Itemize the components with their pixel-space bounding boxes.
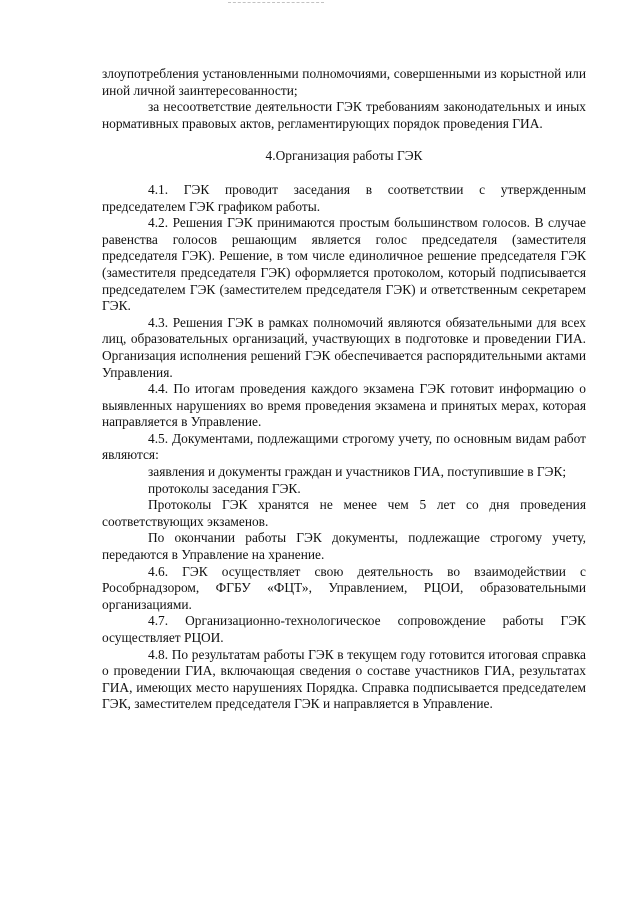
paragraph-document-transfer: По окончании работы ГЭК документы, подлежащие строгому учету, передаются в Управление на хранение. <box>102 530 586 563</box>
clause-4-3: 4.3. Решения ГЭК в рамках полномочий являются обязательными для всех лиц, образовательных организаций, участвующих в подготовке и проведении ГИА. Организация исполнения решений ГЭК обеспечивается распорядительными актами Управления. <box>102 314 586 380</box>
clause-4-5: 4.5. Документами, подлежащими строгому учету, по основным видам работ являются: <box>102 430 586 463</box>
list-item-protocols: протоколы заседания ГЭК. <box>148 480 301 496</box>
document-body <box>102 66 586 713</box>
section-heading: 4.Организация работы ГЭК <box>265 148 423 164</box>
paragraph-liability-abuse: злоупотребления установленными полномочиями, совершенными из корыстной или иной личной заинтересованности; <box>102 66 586 98</box>
clause-4-1: 4.1. ГЭК проводит заседания в соответствии с утвержденным председателем ГЭК графиком работы. <box>102 181 586 214</box>
paragraph-liability-noncompliance: за несоответствие деятельности ГЭК требованиям законодательных и иных нормативных правовых актов, регламентирующих порядок проведения ГИА. <box>102 99 586 131</box>
list-item-applications: заявления и документы граждан и участников ГИА, поступившие в ГЭК; <box>148 464 567 480</box>
clause-4-8: 4.8. По результатам работы ГЭК в текущем году готовится итоговая справка о проведении ГИА, включающая сведения о составе участников ГИА, результатах ГИА, имеющих место нарушениях Порядка. Справка подписывается председателем ГЭК, заместителем председателя ГЭК и направляется в Управление. <box>102 646 586 712</box>
paragraph-protocol-storage: Протоколы ГЭК хранятся не менее чем 5 лет со дня проведения соответствующих экзаменов. <box>102 497 586 529</box>
clause-4-7: 4.7. Организационно-технологическое сопровождение работы ГЭК осуществляет РЦОИ. <box>102 613 586 645</box>
clause-4-2: 4.2. Решения ГЭК принимаются простым большинством голосов. В случае равенства голосов решающим является голос председателя (заместителя председателя ГЭК). Решение, в том числе единоличное решение председателя ГЭК (заместителя председателя ГЭК) оформляется протоколом, который подписывается председателем ГЭК (заместителем председателя ГЭК) и ответственным секретарем ГЭК. <box>102 215 586 314</box>
clause-4-6: 4.6. ГЭК осуществляет свою деятельность во взаимодействии с Рособрнадзором, ФГБУ «ФЦТ», Управлением, РЦОИ, образовательными организациями. <box>102 563 586 612</box>
clause-4-4: 4.4. По итогам проведения каждого экзамена ГЭК готовит информацию о выявленных нарушениях во время проведения экзамена и принятых мерах, которая направляется в Управление. <box>102 381 586 430</box>
scan-mark <box>228 2 324 6</box>
